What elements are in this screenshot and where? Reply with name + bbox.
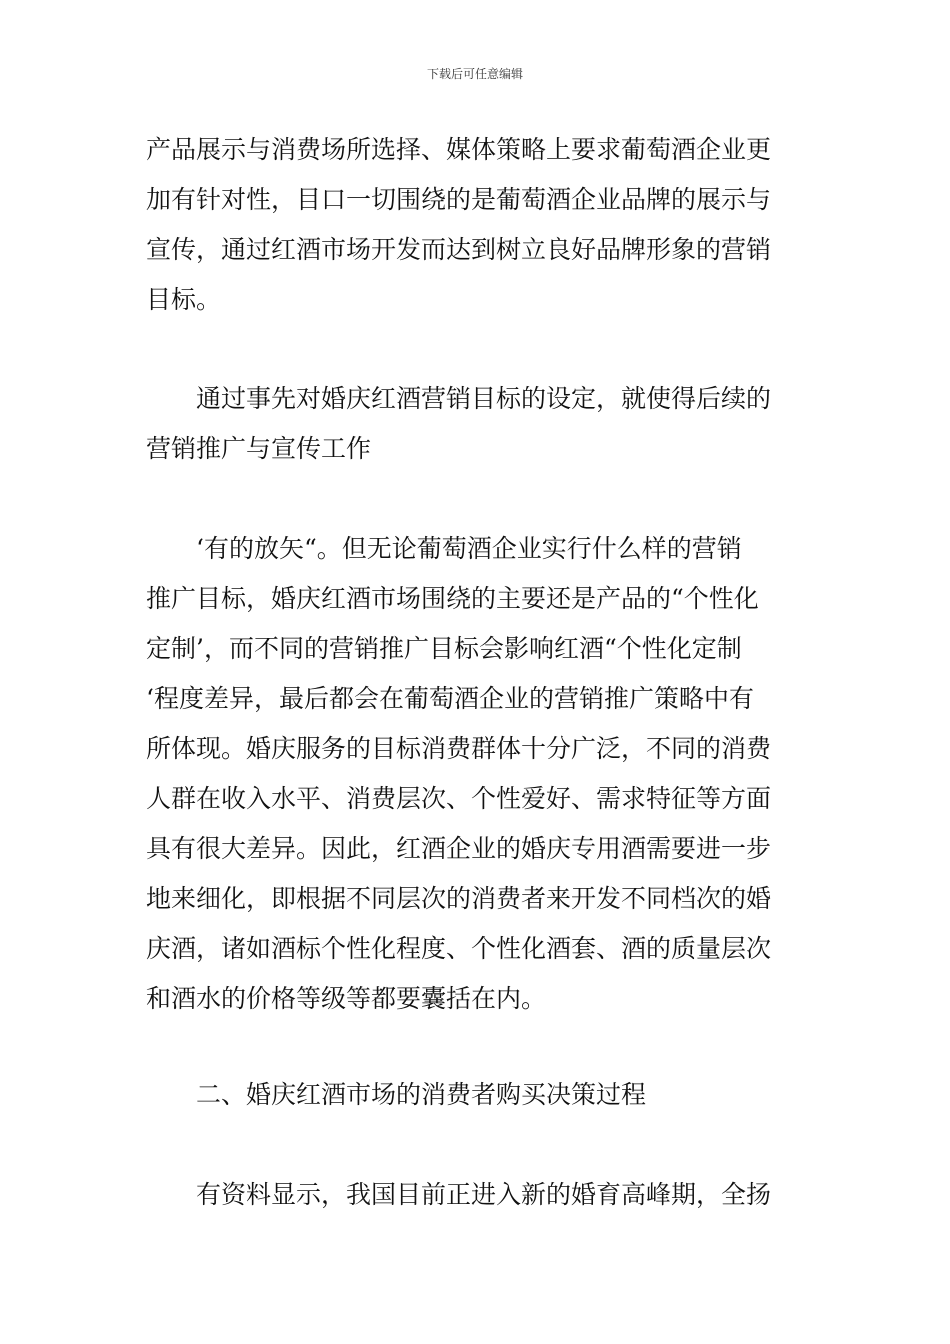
body-text-line: 产品展示与消费场所选择、媒体策略上要求葡萄酒企业更 (146, 135, 772, 164)
body-text-line: 营销推广与宣传工作 (146, 434, 372, 463)
body-text-line: 目标。 (146, 285, 222, 314)
body-text-line: 地来细化，即根据不同层次的消费者来开发不同档次的婚 (146, 884, 772, 913)
body-text-line: ‘程度差异，最后都会在葡萄酒企业的营销推广策略中有 (146, 684, 754, 713)
body-text-line: 加有针对性，目口一切围绕的是葡萄酒企业品牌的展示与 (146, 185, 772, 214)
body-text-line: 通过事先对婚庆红酒营销目标的设定，就使得后续的 (196, 384, 772, 413)
body-text-line: 有资料显示，我国目前正进入新的婚育高峰期，全扬 (196, 1180, 772, 1209)
body-text-line: 和酒水的价格等级等都要囊括在内。 (146, 984, 547, 1013)
body-text-line: ‘有的放矢“。但无论葡萄酒企业实行什么样的营销 (196, 534, 742, 563)
section-heading: 二、婚庆红酒市场的消费者购买决策过程 (196, 1080, 647, 1109)
page-header: 下载后可任意编辑 (426, 67, 523, 81)
body-text-line: 所体现。婚庆服务的目标消费群体十分广泛，不同的消费 (146, 734, 772, 763)
body-text-line: 人群在收入水平、消费层次、个性爱好、需求特征等方面 (146, 784, 772, 813)
body-text-line: 宣传，通过红酒市场开发而达到树立良好品牌形象的营销 (146, 235, 772, 264)
body-text-line: 定制’，而不同的营销推广目标会影响红酒“个性化定制 (146, 634, 742, 663)
body-text-line: 庆酒，诸如酒标个性化程度、个性化酒套、酒的质量层次 (146, 934, 772, 963)
body-text-line: 具有很大差异。因此，红酒企业的婚庆专用酒需要进一步 (146, 834, 772, 863)
body-text-line: 推广目标，婚庆红酒市场围绕的主要还是产品的“个性化 (146, 584, 759, 613)
